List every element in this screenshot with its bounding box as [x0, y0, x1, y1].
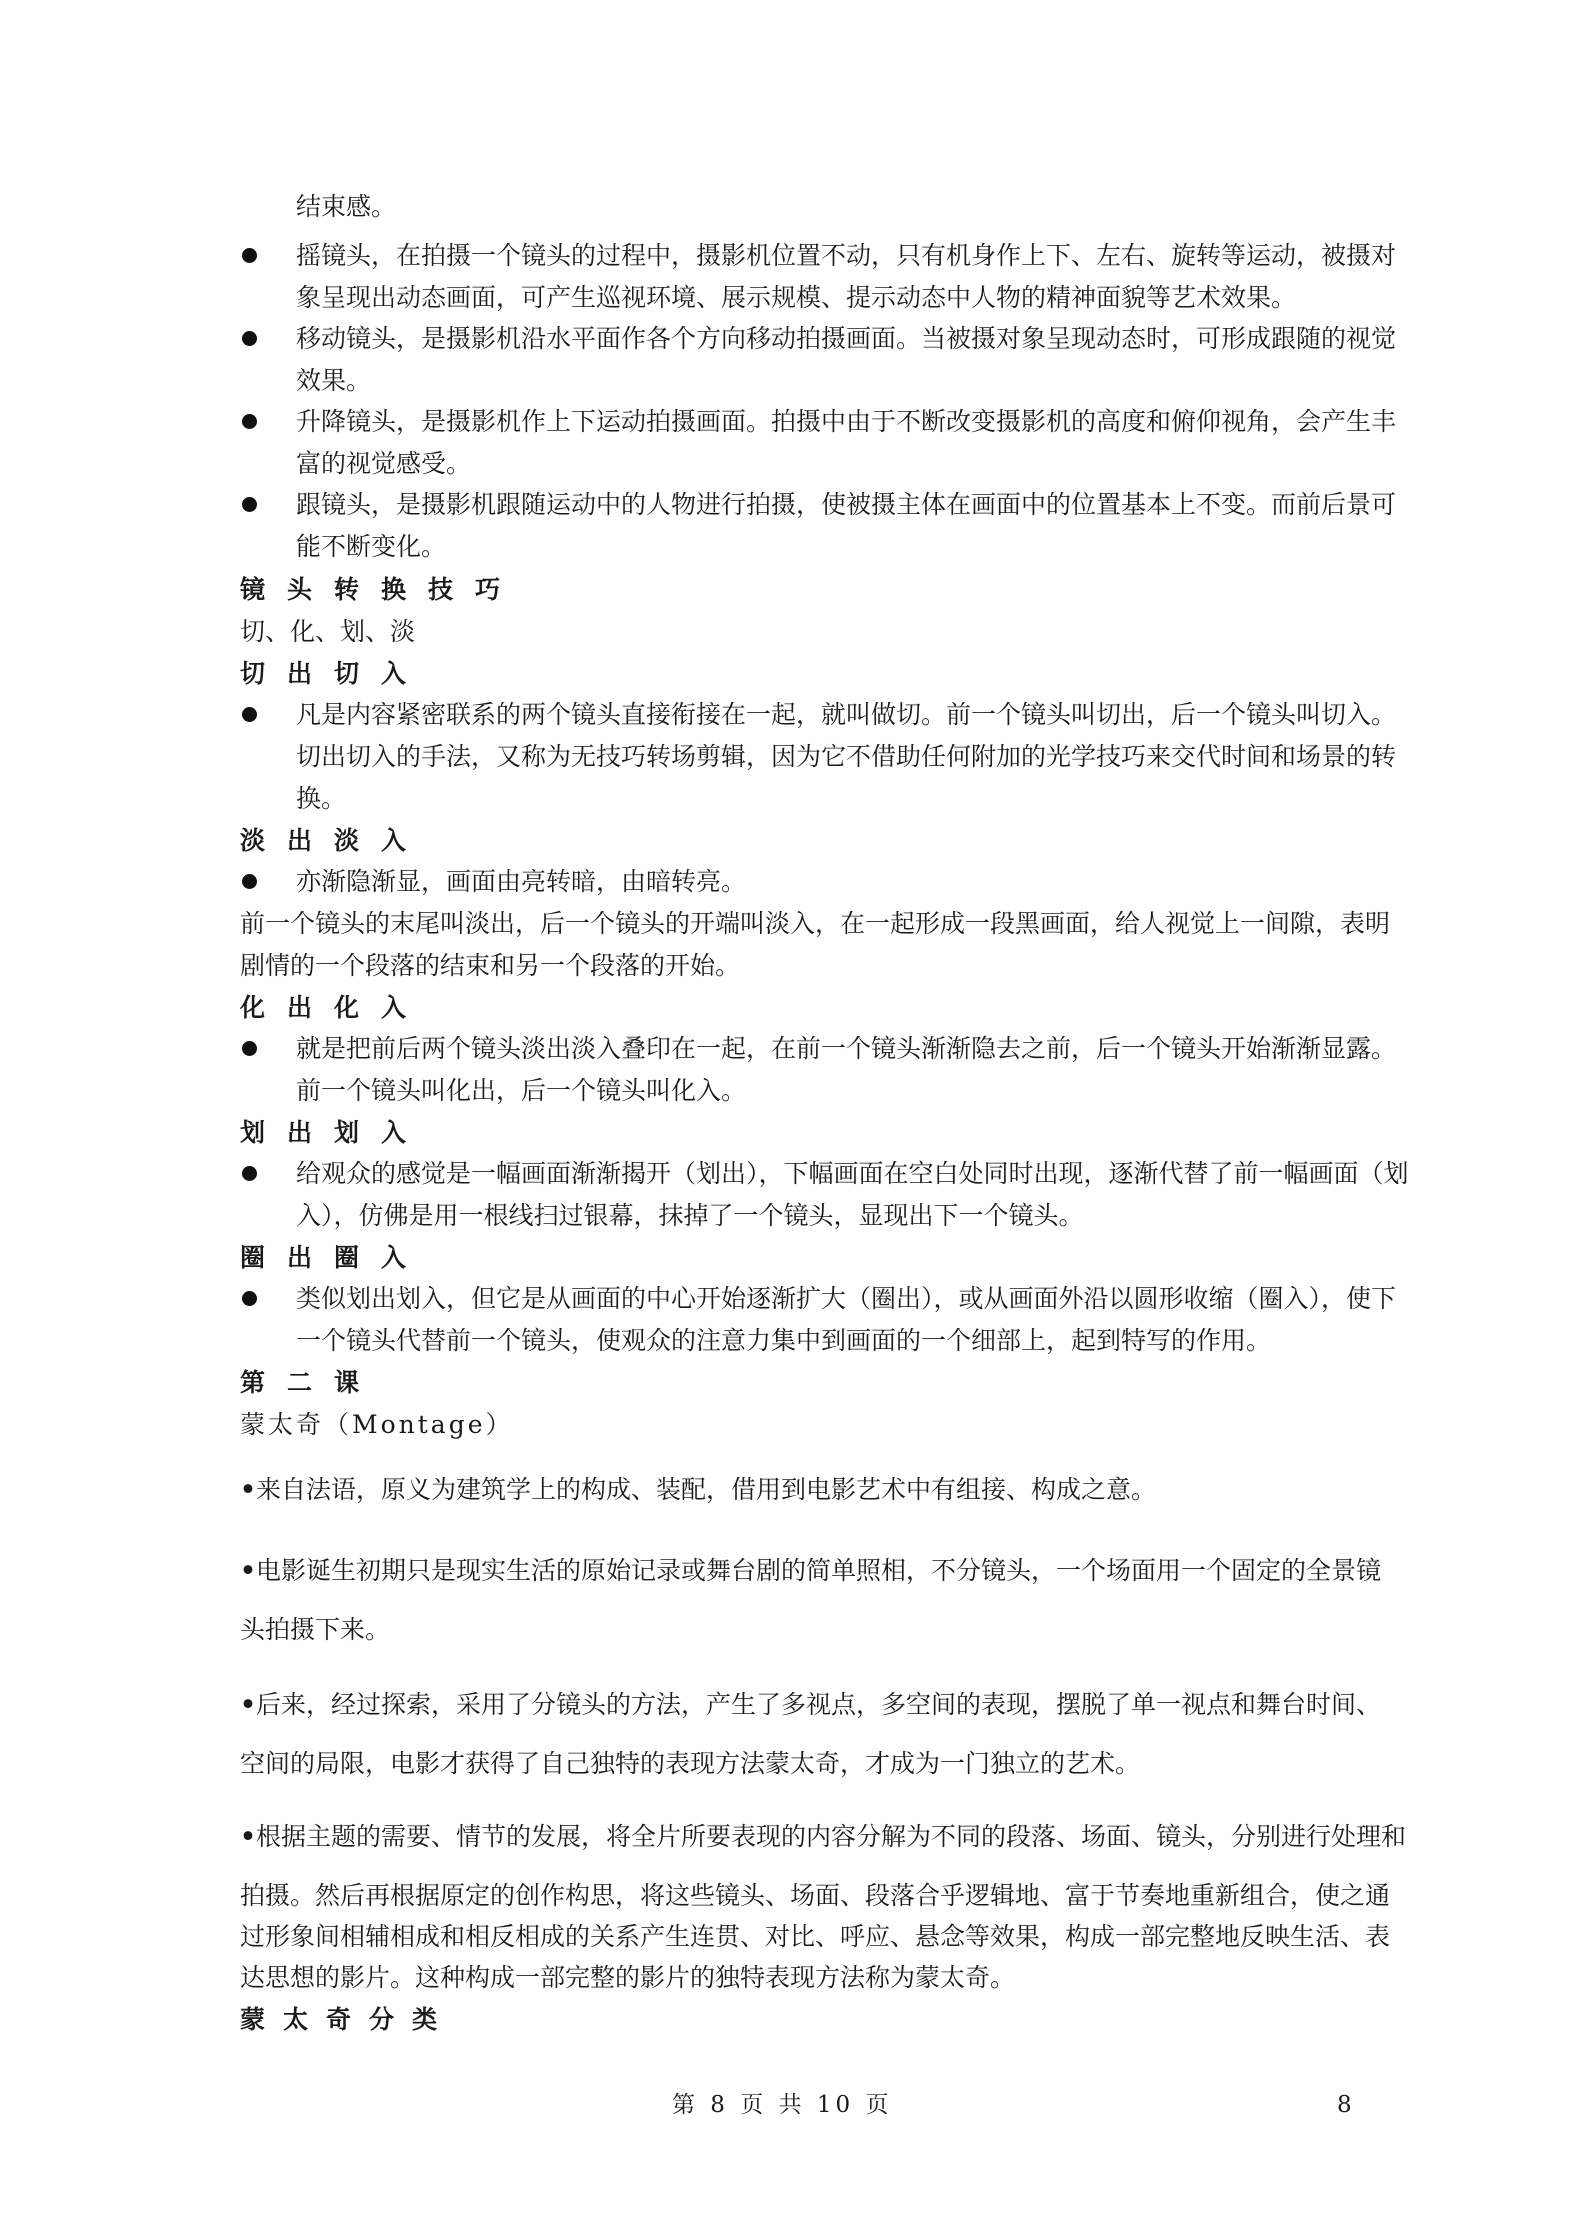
paragraph-line	[240, 1554, 1381, 1588]
bullet-icon	[242, 331, 257, 346]
paragraph-line: 一个镜头代替前一个镜头，使观众的注意力集中到画面的一个细部上，起到特写的作用。	[296, 1326, 1272, 1355]
paragraph-line: 亦渐隐渐显，画面由亮转暗，由暗转亮。	[296, 867, 747, 896]
bullet-icon	[242, 248, 257, 263]
bullet-icon	[242, 874, 257, 889]
paragraph-line: 剧情的一个段落的结束和另一个段落的开始。	[240, 951, 741, 980]
paragraph-line	[240, 1820, 1406, 1854]
paragraph-line: 凡是内容紧密联系的两个镜头直接衔接在一起，就叫做切。前一个镜头叫切出，后一个镜头叫切入。	[296, 700, 1397, 729]
dot-marker: •	[240, 1690, 256, 1719]
section-heading: 化出化入	[240, 993, 429, 1022]
paragraph-line: 达思想的影片。这种构成一部完整的影片的独特表现方法称为蒙太奇。	[240, 1963, 1016, 1992]
paragraph-text: 来自法语，原义为建筑学上的构成、装配，借用到电影艺术中有组接、构成之意。	[255, 1475, 1156, 1504]
paragraph-line: 入），仿佛是用一根线扫过银幕，抹掉了一个镜头，显现出下一个镜头。	[296, 1201, 1084, 1230]
paragraph-line: 过形象间相辅相成和相反相成的关系产生连贯、对比、呼应、悬念等效果，构成一部完整地反映生活、表	[240, 1922, 1391, 1951]
page-number: 8	[1337, 2092, 1352, 2118]
paragraph-line: 空间的局限，电影才获得了自己独特的表现方法蒙太奇，才成为一门独立的艺术。	[240, 1749, 1141, 1778]
bullet-icon	[242, 1041, 257, 1056]
paragraph-line: 前一个镜头叫化出，后一个镜头叫化入。	[296, 1076, 747, 1105]
paragraph-line: 头拍摄下来。	[240, 1615, 391, 1644]
bullet-icon	[242, 1291, 257, 1306]
paragraph-line: 象呈现出动态画面，可产生巡视环境、展示规模、提示动态中人物的精神面貌等艺术效果。	[296, 283, 1297, 312]
bullet-icon	[242, 707, 257, 722]
paragraph-line: 拍摄。然后再根据原定的创作构思，将这些镜头、场面、段落合乎逻辑地、富于节奏地重新组合，使之通	[240, 1881, 1391, 1910]
bullet-icon	[242, 1166, 257, 1181]
paragraph-line: 富的视觉感受。	[296, 449, 472, 478]
paragraph-text: 电影诞生初期只是现实生活的原始记录或舞台剧的简单照相，不分镜头，一个场面用一个固定的全景镜	[255, 1556, 1381, 1585]
dot-marker: •	[240, 1822, 256, 1851]
section-heading: 切出切入	[240, 659, 429, 688]
paragraph-line: 切出切入的手法，又称为无技巧转场剪辑，因为它不借助任何附加的光学技巧来交代时间和场景的转	[296, 742, 1397, 771]
paragraph-line: 摇镜头，在拍摄一个镜头的过程中，摄影机位置不动，只有机身作上下、左右、旋转等运动，被摄对	[296, 241, 1397, 270]
paragraph-line: 前一个镜头的末尾叫淡出，后一个镜头的开端叫淡入，在一起形成一段黑画面，给人视觉上一间隙，表明	[240, 909, 1391, 938]
bullet-icon	[242, 497, 257, 512]
paragraph-line: 就是把前后两个镜头淡出淡入叠印在一起，在前一个镜头渐渐隐去之前，后一个镜头开始渐渐显露。	[296, 1034, 1397, 1063]
section-heading: 淡出淡入	[240, 826, 429, 855]
paragraph-line: 给观众的感觉是一幅画面渐渐揭开（划出），下幅画面在空白处同时出现，逐渐代替了前一幅画面（划	[296, 1159, 1409, 1188]
section-heading: 蒙太奇分类	[240, 2005, 456, 2034]
paragraph-line: 能不断变化。	[296, 532, 447, 561]
paragraph-line	[240, 1688, 1381, 1722]
lesson-heading: 第二课	[240, 1368, 382, 1397]
paragraph-line: 换。	[296, 784, 347, 813]
page-footer-label: 第 8 页 共 10 页	[672, 2092, 893, 2118]
paragraph-line: 升降镜头，是摄影机作上下运动拍摄画面。拍摄中由于不断改变摄影机的高度和俯仰视角，会产生丰	[296, 407, 1397, 436]
section-heading: 划出划入	[240, 1118, 429, 1147]
section-heading: 圈出圈入	[240, 1243, 429, 1272]
dot-marker: •	[240, 1556, 256, 1585]
paragraph-line: 效果。	[296, 366, 372, 395]
paragraph-line	[240, 1473, 1156, 1507]
dot-marker: •	[240, 1475, 256, 1504]
paragraph-text: 后来，经过探索，采用了分镜头的方法，产生了多视点，多空间的表现，摆脱了单一视点和舞台时间、	[255, 1690, 1381, 1719]
paragraph-text: 根据主题的需要、情节的发展，将全片所要表现的内容分解为不同的段落、场面、镜头，分别进行处理和	[255, 1822, 1406, 1851]
section-heading: 蒙太奇（Montage）	[240, 1410, 514, 1439]
paragraph-line: 切、化、划、淡	[240, 617, 416, 646]
bullet-icon	[242, 414, 257, 429]
paragraph-line: 结束感。	[296, 192, 397, 221]
paragraph-line: 移动镜头，是摄影机沿水平面作各个方向移动拍摄画面。当被摄对象呈现动态时，可形成跟随的视觉	[296, 324, 1397, 353]
paragraph-line: 跟镜头，是摄影机跟随运动中的人物进行拍摄，使被摄主体在画面中的位置基本上不变。而前后景可	[296, 490, 1397, 519]
section-heading: 镜头转换技巧	[240, 575, 523, 604]
paragraph-line: 类似划出划入，但它是从画面的中心开始逐渐扩大（圈出），或从画面外沿以圆形收缩（圈入），使下	[296, 1284, 1397, 1313]
